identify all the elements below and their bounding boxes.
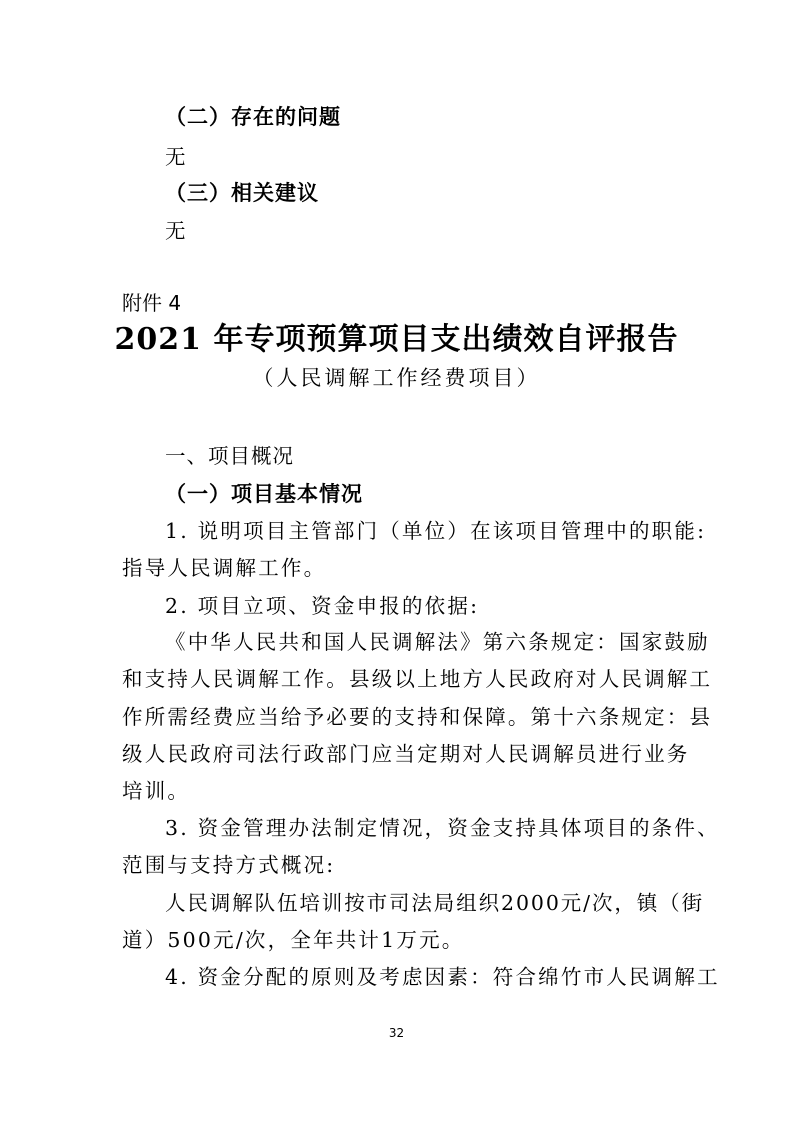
problems-heading: （二）存在的问题	[165, 105, 341, 129]
problems-text: 无	[165, 145, 188, 169]
body-line-2: 指导人民调解工作。	[122, 556, 327, 580]
body-line-8: 培训。	[122, 779, 191, 803]
overview-heading: 一、项目概况	[165, 444, 294, 468]
body-line-4: 《中华人民共和国人民调解法》第六条规定：国家鼓励	[165, 630, 710, 654]
basic-info-heading: （一）项目基本情况	[165, 482, 363, 506]
body-line-6: 作所需经费应当给予必要的支持和保障。第十六条规定：县	[122, 705, 713, 729]
body-line-9: 3. 资金管理办法制定情况，资金支持具体项目的条件、	[165, 816, 720, 840]
body-line-12: 道）500元/次，全年共计1万元。	[122, 928, 465, 952]
report-title: 2021 年专项预算项目支出绩效自评报告	[114, 322, 679, 357]
suggestions-text: 无	[165, 219, 188, 243]
page-number: 32	[388, 1026, 405, 1040]
body-line-1: 1. 说明项目主管部门（单位）在该项目管理中的职能:	[165, 519, 707, 543]
body-line-10: 范围与支持方式概况:	[122, 853, 336, 877]
body-line-7: 级人民政府司法行政部门应当定期对人民调解员进行业务	[122, 742, 690, 766]
body-line-5: 和支持人民调解工作。县级以上地方人民政府对人民调解工	[122, 667, 713, 691]
body-line-11: 人民调解队伍培训按市司法局组织2000元/次，镇（街	[165, 891, 704, 915]
report-subtitle: （人民调解工作经费项目）	[252, 366, 541, 390]
body-line-13: 4. 资金分配的原则及考虑因素：符合绵竹市人民调解工	[165, 965, 720, 989]
suggestions-heading: （三）相关建议	[165, 181, 319, 205]
attachment-label: 附件 4	[122, 291, 182, 315]
body-line-3: 2. 项目立项、资金申报的依据:	[165, 594, 480, 618]
